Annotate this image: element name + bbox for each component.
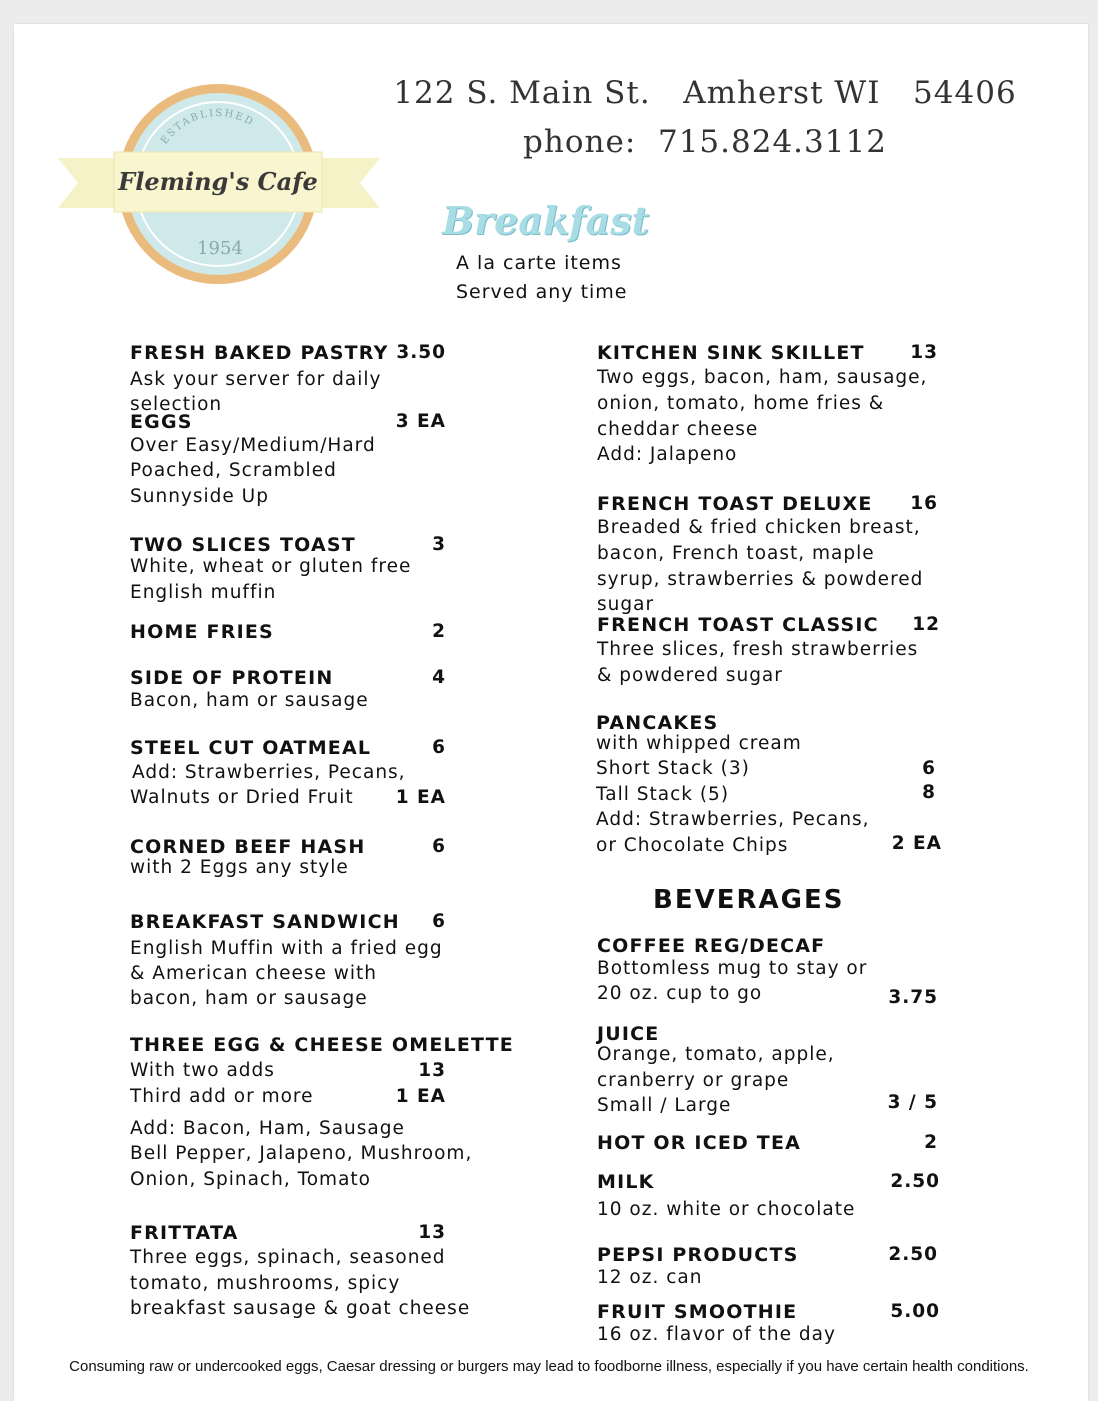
item-name: PANCAKES (596, 712, 719, 734)
item-price: 6 (432, 911, 446, 932)
phone-line: phone: 715.824.3112 (523, 124, 887, 160)
logo-name: Fleming's Cafe (118, 167, 318, 196)
item-desc: Bacon, ham or sausage (130, 690, 369, 711)
item-desc: Three slices, fresh strawberries (597, 639, 919, 660)
item-price: 6 (432, 836, 446, 857)
item-desc: 20 oz. cup to go (597, 983, 763, 1004)
item-desc: Onion, Spinach, Tomato (130, 1169, 371, 1190)
item-price: 2 (924, 1132, 938, 1153)
address-line: 122 S. Main St. Amherst WI 54406 (393, 75, 1017, 111)
food-safety-notice: Consuming raw or undercooked eggs, Caesar dressing or burgers may lead to foodborne illness, especially if you have certain health conditions. (69, 1358, 1029, 1375)
item-desc: Sunnyside Up (130, 486, 269, 507)
item-desc: English Muffin with a fried egg (130, 938, 443, 959)
beverages-heading: BEVERAGES (653, 885, 845, 915)
item-name: PEPSI PRODUCTS (597, 1244, 799, 1266)
item-add-price: 1 EA (395, 787, 446, 808)
item-desc: Ask your server for daily (130, 369, 382, 390)
item-price: 1 EA (395, 1086, 446, 1107)
item-name: STEEL CUT OATMEAL (130, 737, 372, 759)
item-price: 12 (912, 614, 940, 635)
item-desc: Bottomless mug to stay or (597, 958, 868, 979)
item-price: 13 (418, 1060, 446, 1081)
item-desc: selection (130, 394, 223, 415)
item-desc: 10 oz. white or chocolate (597, 1199, 856, 1220)
logo-established-text: ESTABLISHED (159, 107, 257, 147)
item-price: 3 / 5 (887, 1092, 938, 1113)
item-name: JUICE (597, 1023, 660, 1045)
item-name: BREAKFAST SANDWICH (130, 911, 400, 933)
item-desc: cranberry or grape (597, 1070, 790, 1091)
item-desc: Add: Strawberries, Pecans, (596, 809, 870, 830)
item-name: HOME FRIES (130, 621, 274, 643)
item-desc: English muffin (130, 582, 277, 603)
item-option: With two adds (130, 1060, 275, 1081)
item-name: TWO SLICES TOAST (130, 534, 356, 556)
item-name: FRENCH TOAST DELUXE (597, 493, 873, 515)
item-name: FRUIT SMOOTHIE (597, 1301, 798, 1323)
item-desc: Three eggs, spinach, seasoned (130, 1247, 446, 1268)
item-desc: & American cheese with (130, 963, 378, 984)
item-name: SIDE OF PROTEIN (130, 667, 334, 689)
item-price: 3 (432, 534, 446, 555)
item-name: KITCHEN SINK SKILLET (597, 342, 865, 364)
item-name: CORNED BEEF HASH (130, 836, 366, 858)
item-price: 2 (432, 621, 446, 642)
item-price: 6 (432, 737, 446, 758)
item-price: 3.50 (396, 342, 446, 363)
item-desc: Orange, tomato, apple, (597, 1044, 835, 1065)
item-desc: 12 oz. can (597, 1267, 703, 1288)
item-name: FRITTATA (130, 1222, 239, 1244)
item-desc: or Chocolate Chips (596, 835, 789, 856)
item-name: MILK (597, 1171, 655, 1193)
item-desc: Walnuts or Dried Fruit (130, 787, 354, 808)
section-subtitle-2: Served any time (456, 281, 628, 303)
item-desc: onion, tomato, home fries & (597, 393, 885, 414)
item-name: FRESH BAKED PASTRY (130, 342, 389, 364)
item-desc: cheddar cheese (597, 419, 759, 440)
section-subtitle-1: A la carte items (456, 252, 622, 274)
item-name: EGGS (130, 411, 193, 433)
item-price: 3 EA (395, 411, 446, 432)
item-price: 16 (910, 493, 938, 514)
item-price: 4 (432, 667, 446, 688)
item-option: Third add or more (130, 1086, 314, 1107)
item-desc: Over Easy/Medium/Hard (130, 435, 376, 456)
item-price: 6 (922, 758, 936, 779)
item-desc: bacon, French toast, maple (597, 543, 875, 564)
item-desc: Add: Bacon, Ham, Sausage (130, 1118, 405, 1139)
item-price: 2.50 (890, 1171, 940, 1192)
item-desc: 16 oz. flavor of the day (597, 1324, 836, 1345)
item-price: 2.50 (888, 1244, 938, 1265)
item-desc: tomato, mushrooms, spicy (130, 1273, 401, 1294)
item-desc: Poached, Scrambled (130, 460, 337, 481)
item-desc: syrup, strawberries & powdered (597, 569, 924, 590)
item-option: Tall Stack (5) (596, 784, 730, 805)
item-desc: sugar (597, 594, 655, 615)
section-title: Breakfast (442, 198, 650, 243)
item-name: HOT OR ICED TEA (597, 1132, 802, 1154)
item-price: 13 (910, 342, 938, 363)
cafe-logo (56, 78, 386, 290)
item-desc: Bell Pepper, Jalapeno, Mushroom, (130, 1143, 473, 1164)
item-desc: with 2 Eggs any style (130, 857, 349, 878)
item-desc: bacon, ham or sausage (130, 988, 368, 1009)
item-desc: Add: Jalapeno (597, 444, 738, 465)
item-name: COFFEE REG/DECAF (597, 935, 826, 957)
item-desc: Add: Strawberries, Pecans, (132, 762, 406, 783)
logo-year: 1954 (197, 238, 243, 259)
item-name: THREE EGG & CHEESE OMELETTE (130, 1034, 514, 1056)
item-add-price: 2 EA (891, 833, 942, 854)
item-desc: & powdered sugar (597, 665, 783, 686)
item-name: FRENCH TOAST CLASSIC (597, 614, 879, 636)
item-desc: with whipped cream (596, 733, 802, 754)
item-price: 13 (418, 1222, 446, 1243)
item-price: 5.00 (890, 1301, 940, 1322)
item-price: 8 (922, 782, 936, 803)
item-desc: Breaded & fried chicken breast, (597, 517, 921, 538)
item-option: Short Stack (3) (596, 758, 750, 779)
item-desc: breakfast sausage & goat cheese (130, 1298, 471, 1319)
item-desc: Two eggs, bacon, ham, sausage, (597, 367, 928, 388)
item-price: 3.75 (888, 987, 938, 1008)
item-desc: White, wheat or gluten free (130, 556, 412, 577)
item-desc: Small / Large (597, 1095, 732, 1116)
